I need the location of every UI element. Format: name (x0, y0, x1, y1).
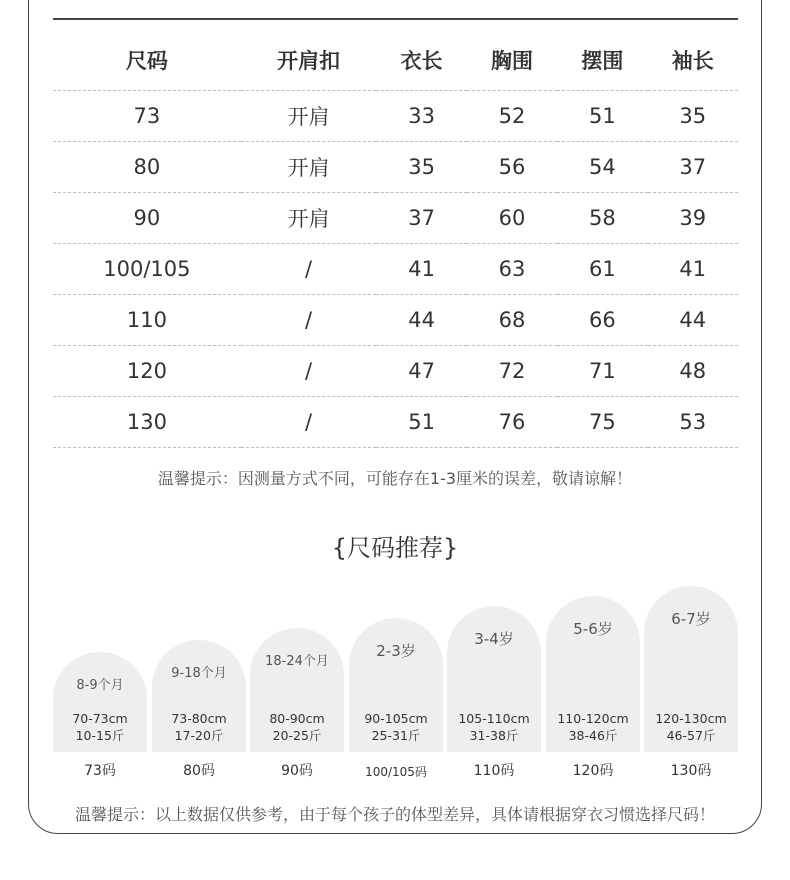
header-chest: 胸围 (467, 30, 557, 91)
header-size: 尺码 (53, 30, 241, 91)
card-age: 6-7岁 (671, 610, 711, 628)
card-weight: 17-20斤 (174, 728, 224, 743)
table-row (53, 295, 738, 346)
size-card (447, 606, 541, 752)
card-weight: 46-57斤 (666, 728, 716, 743)
cell-size: 80 (53, 142, 241, 193)
card-age: 18-24个月 (265, 654, 329, 669)
card-weight: 10-15斤 (75, 728, 125, 743)
cell-length: 33 (376, 91, 466, 142)
cell-shoulder-button: / (241, 397, 377, 448)
card-height: 90-105cm (364, 711, 428, 726)
table-row (53, 142, 738, 193)
recommend-title: {尺码推荐} (331, 534, 459, 562)
cell-chest: 68 (467, 295, 557, 346)
cell-hem: 51 (557, 91, 647, 142)
cell-size: 90 (53, 193, 241, 244)
cell-sleeve: 41 (648, 244, 738, 295)
cell-hem: 66 (557, 295, 647, 346)
card-weight: 20-25斤 (272, 728, 322, 743)
header-shoulder-button: 开肩扣 (241, 30, 377, 91)
header-length: 衣长 (376, 30, 466, 91)
card-height: 110-120cm (557, 711, 629, 726)
cell-hem: 61 (557, 244, 647, 295)
table-row (53, 346, 738, 397)
card-age: 5-6岁 (573, 620, 613, 638)
card-age: 3-4岁 (474, 630, 514, 648)
card-height: 70-73cm (72, 711, 128, 726)
top-divider (53, 18, 738, 20)
cell-size: 120 (53, 346, 241, 397)
size-card (349, 618, 443, 752)
card-size-code: 130码 (670, 763, 712, 779)
size-card (53, 652, 147, 752)
measurement-note: 温馨提示：因测量方式不同，可能存在1-3厘米的误差，敬请谅解！ (157, 469, 633, 488)
card-size-code: 73码 (84, 763, 116, 779)
card-size-code: 110码 (473, 763, 515, 779)
card-age: 8-9个月 (76, 678, 124, 693)
cell-hem: 54 (557, 142, 647, 193)
table-row (53, 193, 738, 244)
header-sleeve: 袖长 (648, 30, 738, 91)
cell-size: 73 (53, 91, 241, 142)
cell-shoulder-button: 开肩 (241, 91, 377, 142)
table-row (53, 244, 738, 295)
cell-hem: 58 (557, 193, 647, 244)
card-weight: 38-46斤 (568, 728, 618, 743)
card-height: 73-80cm (171, 711, 227, 726)
size-card (546, 596, 640, 752)
cell-size: 100/105 (53, 244, 241, 295)
card-size-code: 80码 (183, 763, 215, 779)
size-card (250, 628, 344, 752)
card-height: 80-90cm (269, 711, 325, 726)
cell-length: 41 (376, 244, 466, 295)
cell-sleeve: 48 (648, 346, 738, 397)
card-weight: 31-38斤 (469, 728, 519, 743)
cell-chest: 76 (467, 397, 557, 448)
size-table (53, 30, 738, 448)
cell-length: 35 (376, 142, 466, 193)
cell-size: 110 (53, 295, 241, 346)
cell-sleeve: 39 (648, 193, 738, 244)
cell-sleeve: 44 (648, 295, 738, 346)
cell-chest: 56 (467, 142, 557, 193)
table-header-row (53, 30, 738, 91)
card-height: 105-110cm (458, 711, 530, 726)
cell-shoulder-button: / (241, 244, 377, 295)
header-hem: 摆围 (557, 30, 647, 91)
cell-sleeve: 37 (648, 142, 738, 193)
table-row (53, 91, 738, 142)
cell-length: 51 (376, 397, 466, 448)
card-size-code: 100/105码 (365, 765, 427, 779)
cell-length: 44 (376, 295, 466, 346)
recommend-cards (53, 590, 738, 780)
card-height: 120-130cm (655, 711, 727, 726)
reference-note: 温馨提示：以上数据仅供参考，由于每个孩子的体型差异，具体请根据穿衣习惯选择尺码！ (74, 805, 715, 824)
cell-shoulder-button: 开肩 (241, 193, 377, 244)
cell-shoulder-button: 开肩 (241, 142, 377, 193)
size-card (152, 640, 246, 752)
card-age: 2-3岁 (376, 642, 416, 660)
cell-length: 37 (376, 193, 466, 244)
cell-chest: 63 (467, 244, 557, 295)
card-weight: 25-31斤 (371, 728, 421, 743)
cell-shoulder-button: / (241, 346, 377, 397)
cell-sleeve: 53 (648, 397, 738, 448)
table-row (53, 397, 738, 448)
cell-shoulder-button: / (241, 295, 377, 346)
cell-hem: 75 (557, 397, 647, 448)
cell-length: 47 (376, 346, 466, 397)
card-age: 9-18个月 (171, 666, 227, 681)
card-size-code: 90码 (281, 763, 313, 779)
cell-chest: 60 (467, 193, 557, 244)
cell-chest: 72 (467, 346, 557, 397)
cell-size: 130 (53, 397, 241, 448)
cell-sleeve: 35 (648, 91, 738, 142)
cell-hem: 71 (557, 346, 647, 397)
size-card (644, 586, 738, 752)
cell-chest: 52 (467, 91, 557, 142)
card-size-code: 120码 (572, 763, 614, 779)
